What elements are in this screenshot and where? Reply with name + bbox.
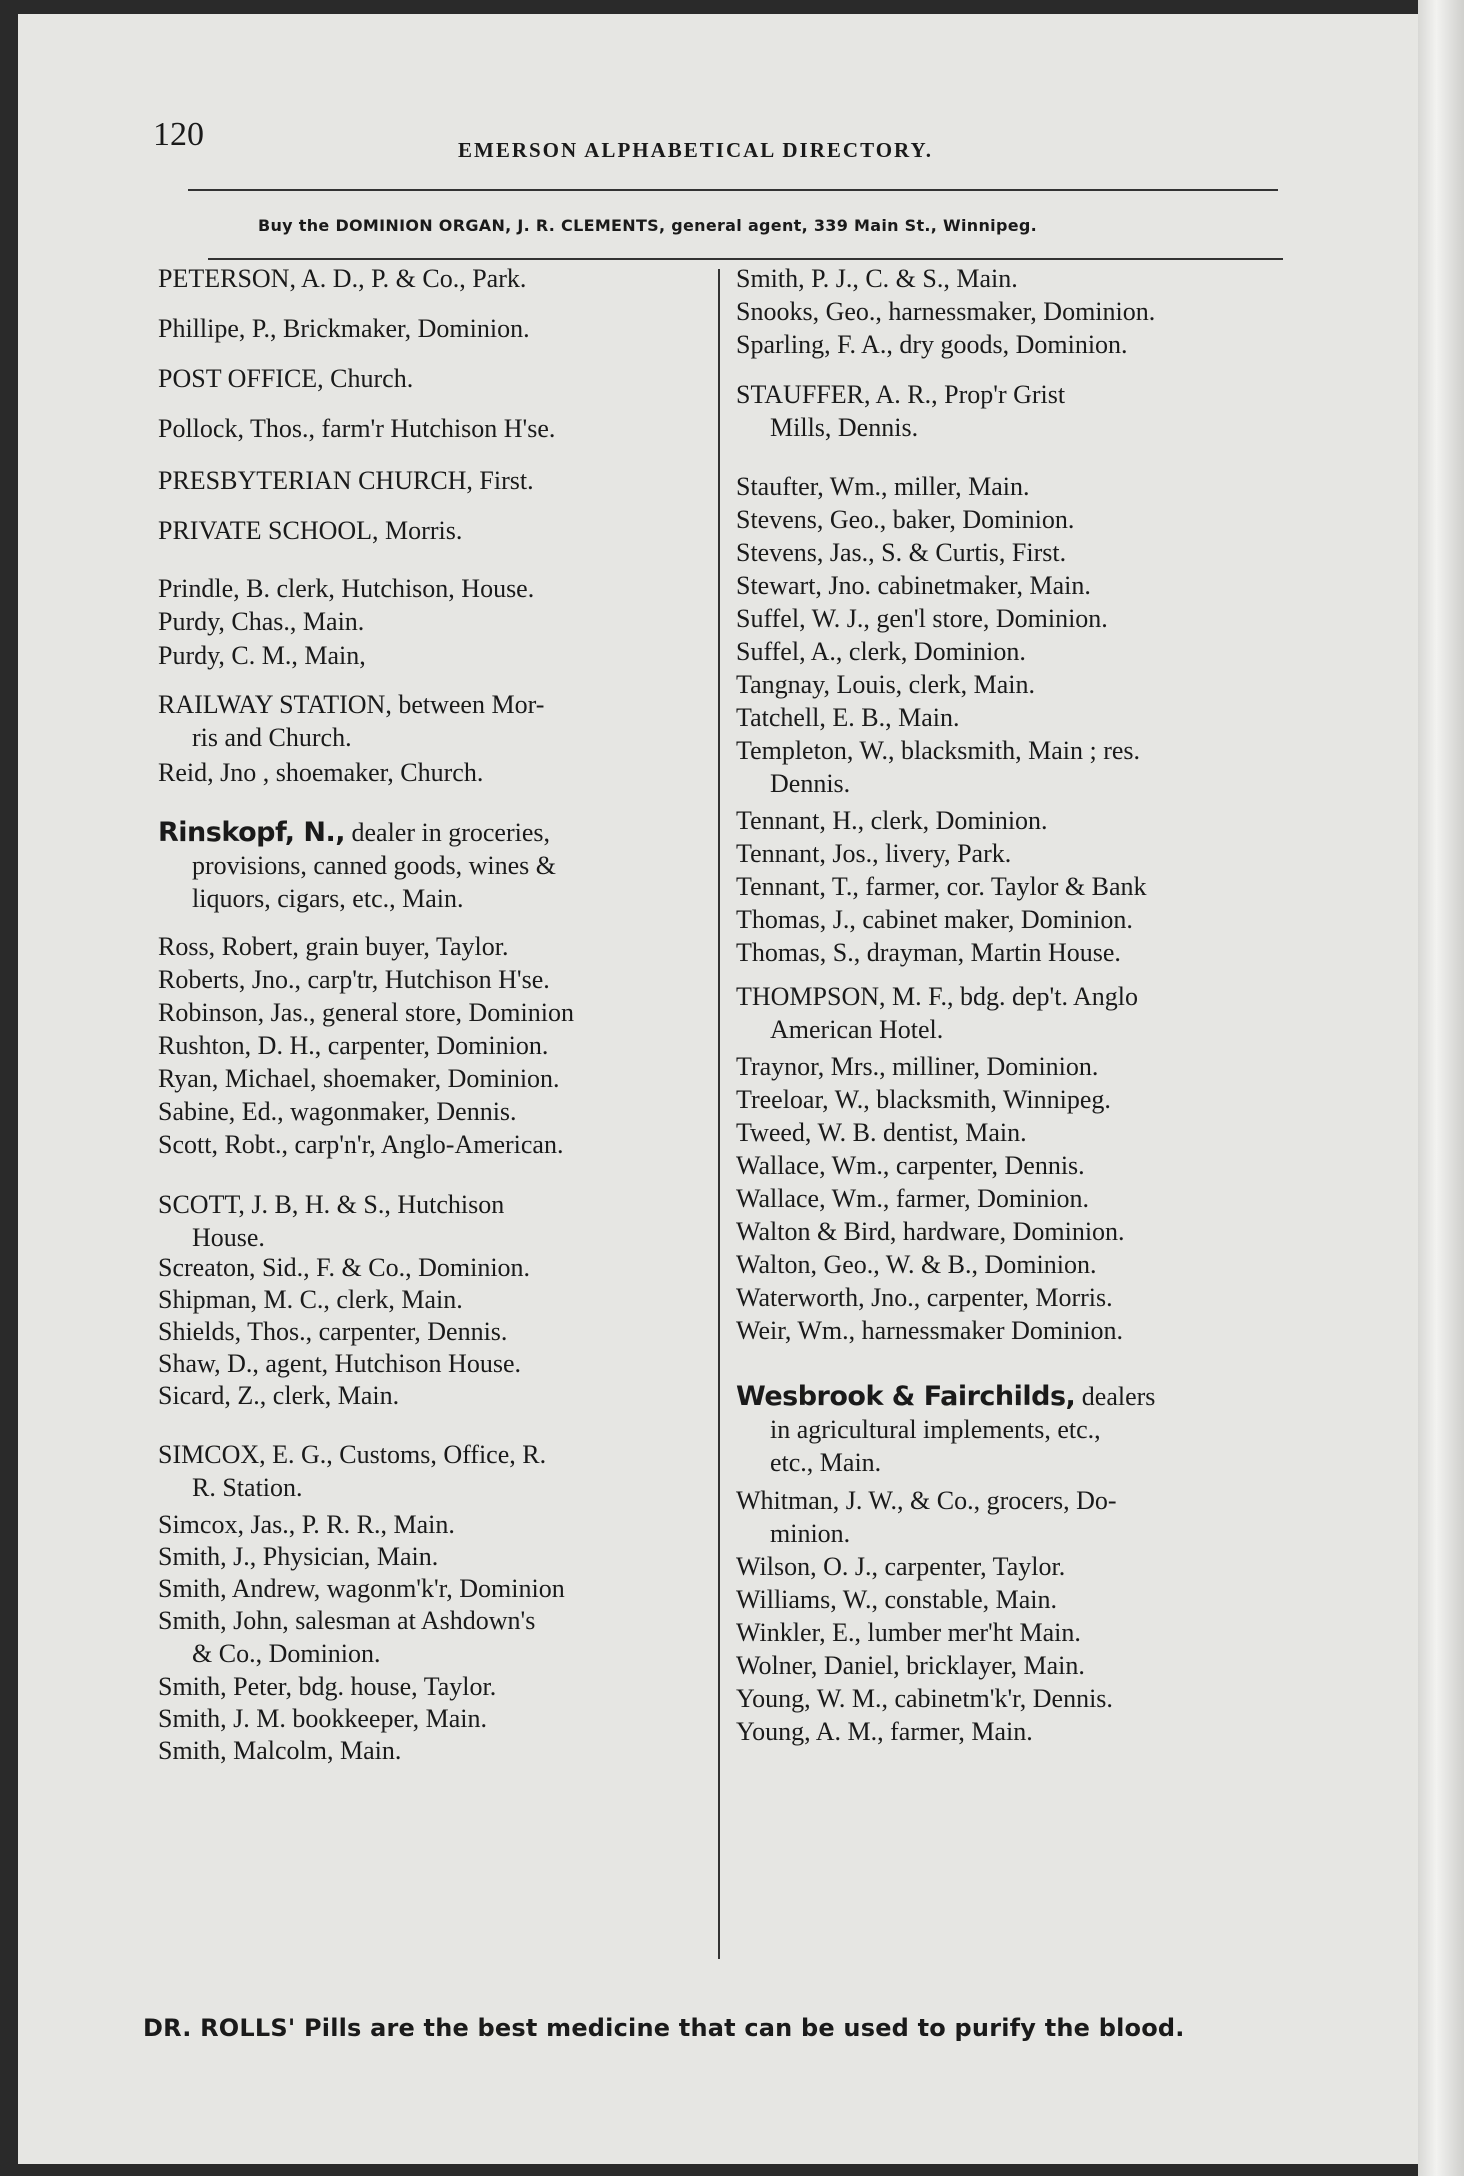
entry-text: Thomas, J., cabinet maker, Dominion.	[736, 905, 1133, 934]
entry-text: SIMCOX, E. G., Customs, Office, R.	[158, 1440, 547, 1469]
directory-entry	[158, 1604, 535, 1670]
directory-entry	[736, 470, 1030, 503]
directory-entry	[736, 503, 1074, 536]
entry-line	[158, 1064, 560, 1093]
directory-entry	[736, 734, 1140, 800]
entry-line	[736, 1151, 1085, 1180]
entry-line	[736, 637, 1026, 666]
directory-entry	[736, 804, 1048, 837]
directory-entry	[158, 312, 530, 345]
entry-line	[158, 1285, 463, 1314]
directory-entry	[736, 1715, 1033, 1748]
directory-entry	[736, 295, 1155, 328]
entry-line	[158, 607, 364, 636]
entry-text: Purdy, Chas., Main.	[158, 607, 365, 636]
entry-line	[158, 1574, 565, 1603]
directory-entry	[736, 1182, 1089, 1215]
entry-text: THOMPSON, M. F., bdg. dep't. Anglo	[736, 982, 1139, 1011]
directory-entry	[158, 1128, 563, 1161]
entry-continuation: Dennis.	[770, 769, 851, 798]
entry-text: Smith, Malcolm, Main.	[158, 1736, 402, 1765]
entry-text: Wallace, Wm., carpenter, Dennis.	[736, 1151, 1085, 1180]
directory-entry	[736, 980, 1138, 1046]
entry-line	[736, 604, 1108, 633]
entry-line	[158, 414, 555, 443]
entry-line	[736, 1486, 1117, 1515]
entry-line	[158, 998, 574, 1027]
directory-entry	[736, 1484, 1117, 1550]
entry-text: Smith, Peter, bdg. house, Taylor.	[158, 1672, 497, 1701]
entry-text: Wilson, O. J., carpenter, Taylor.	[736, 1552, 1066, 1581]
entry-text: Screaton, Sid., F. & Co., Dominion.	[158, 1253, 531, 1282]
entry-text: Tatchell, E. B., Main.	[736, 703, 960, 732]
header-rule-lower	[208, 258, 1283, 260]
entry-line	[736, 538, 1066, 567]
entry-line	[158, 641, 366, 670]
entry-text: Whitman, J. W., & Co., grocers, Do-	[736, 1486, 1117, 1515]
directory-entry	[158, 1283, 463, 1316]
entry-line	[736, 982, 1138, 1011]
entry-continuation: Mills, Dennis.	[770, 413, 919, 442]
entry-line	[736, 806, 1048, 835]
directory-entry	[736, 569, 1091, 602]
directory-entry	[158, 1188, 504, 1254]
directory-entry	[736, 378, 1065, 444]
directory-entry	[158, 1251, 530, 1284]
directory-entry	[158, 930, 509, 963]
directory-entry	[158, 1315, 507, 1348]
directory-entry	[158, 1095, 517, 1128]
entry-line	[736, 839, 1011, 868]
entry-line	[736, 938, 1121, 967]
entry-line	[736, 1283, 1113, 1312]
entry-text: Rushton, D. H., carpenter, Dominion.	[158, 1031, 549, 1060]
directory-entry	[736, 1083, 1111, 1116]
page-number: 120	[153, 116, 204, 153]
directory-entry	[736, 870, 1146, 903]
directory-entry	[158, 1540, 438, 1573]
directory-entry	[158, 1670, 496, 1703]
entry-line	[158, 1542, 438, 1571]
entry-line	[736, 1552, 1065, 1581]
directory-entry	[736, 1550, 1065, 1583]
entry-text: Prindle, B. clerk, Hutchison, House.	[158, 574, 535, 603]
directory-entry	[736, 837, 1011, 870]
entry-text: Traynor, Mrs., milliner, Dominion.	[736, 1052, 1099, 1081]
entry-line	[736, 571, 1091, 600]
entry-line	[158, 364, 413, 393]
entry-line	[736, 1618, 1081, 1647]
directory-entry	[158, 639, 366, 672]
directory-entry	[736, 936, 1121, 969]
entry-line	[736, 1250, 1096, 1279]
entry-line	[158, 1253, 530, 1282]
entry-text: Winkler, E., lumber mer'ht Main.	[736, 1618, 1081, 1647]
entry-line	[736, 670, 1035, 699]
entry-line	[158, 1704, 487, 1733]
directory-entry	[736, 635, 1026, 668]
directory-entry	[158, 1438, 546, 1504]
entry-continuation: ris and Church.	[192, 723, 352, 752]
directory-entry	[158, 756, 483, 789]
entry-continuation: minion.	[770, 1519, 851, 1548]
entry-text: Tangnay, Louis, clerk, Main.	[736, 670, 1036, 699]
entry-line	[158, 690, 544, 719]
entry-text: STAUFFER, A. R., Prop'r Grist	[736, 380, 1066, 409]
directory-entry	[736, 1050, 1098, 1083]
entry-line	[736, 736, 1140, 765]
directory-entry	[736, 1116, 1027, 1149]
entry-text: PETERSON, A. D., P. & Co., Park.	[158, 264, 527, 293]
entry-continuation: American Hotel.	[770, 1015, 944, 1044]
entry-line	[158, 1606, 535, 1635]
entry-line	[158, 1381, 399, 1410]
entry-text: Williams, W., constable, Main.	[736, 1585, 1058, 1614]
entry-text: Smith, John, salesman at Ashdown's	[158, 1606, 536, 1635]
entry-line	[158, 1097, 517, 1126]
directory-entry	[736, 602, 1108, 635]
entry-text: RAILWAY STATION, between Mor-	[158, 690, 545, 719]
entry-line	[158, 1510, 455, 1539]
entry-line	[736, 380, 1065, 409]
directory-entry	[736, 1583, 1057, 1616]
entry-line	[158, 1672, 496, 1701]
entry-text: Thomas, S., drayman, Martin House.	[736, 938, 1121, 967]
entry-line	[158, 818, 550, 847]
entry-text: Wolner, Daniel, bricklayer, Main.	[736, 1651, 1085, 1680]
entry-text: Pollock, Thos., farm'r Hutchison H'se.	[158, 414, 556, 443]
entry-text: POST OFFICE, Church.	[158, 364, 414, 393]
entry-line	[736, 1217, 1125, 1246]
entry-line	[158, 1317, 507, 1346]
directory-entry	[158, 1734, 401, 1767]
entry-text: dealer in groceries,	[344, 818, 550, 847]
directory-entry	[736, 1682, 1113, 1715]
entry-text: Shipman, M. C., clerk, Main.	[158, 1285, 463, 1314]
entry-text: Waterworth, Jno., carpenter, Morris.	[736, 1283, 1113, 1312]
entry-line	[736, 1717, 1033, 1746]
entry-line	[736, 1382, 1155, 1411]
entry-line	[158, 466, 534, 495]
entry-text: Young, A. M., farmer, Main.	[736, 1717, 1033, 1746]
entry-text: Purdy, C. M., Main,	[158, 641, 366, 670]
entry-line	[158, 1736, 401, 1765]
directory-page	[18, 14, 1418, 2164]
directory-entry	[736, 1616, 1081, 1649]
directory-entry	[158, 362, 413, 395]
directory-entry	[736, 1649, 1085, 1682]
entry-text: Stevens, Geo., baker, Dominion.	[736, 505, 1075, 534]
entry-line	[736, 1052, 1098, 1081]
entry-text: Tennant, H., clerk, Dominion.	[736, 806, 1048, 835]
directory-entry	[158, 605, 364, 638]
entry-line	[736, 1316, 1123, 1345]
directory-entry	[158, 963, 550, 996]
entry-line	[158, 264, 526, 293]
entry-text: Tennant, T., farmer, cor. Taylor & Bank	[736, 872, 1147, 901]
directory-entry	[158, 514, 462, 547]
directory-entry	[158, 1062, 560, 1095]
advertiser-name: Rinskopf, N.,	[158, 817, 345, 848]
directory-entry	[736, 1215, 1125, 1248]
page-edge	[1418, 0, 1464, 2176]
entry-text: Wallace, Wm., farmer, Dominion.	[736, 1184, 1090, 1213]
entry-text: Stewart, Jno. cabinetmaker, Main.	[736, 571, 1091, 600]
entry-text: Simcox, Jas., P. R. R., Main.	[158, 1510, 455, 1539]
entry-text: Reid, Jno , shoemaker, Church.	[158, 758, 484, 787]
entry-text: Tweed, W. B. dentist, Main.	[736, 1118, 1027, 1147]
directory-entry	[736, 262, 1018, 295]
directory-entry	[158, 688, 544, 754]
entry-line	[158, 965, 550, 994]
entry-line	[158, 758, 483, 787]
directory-entry	[158, 262, 526, 295]
entry-line	[158, 1440, 546, 1469]
entry-text: Shaw, D., agent, Hutchison House.	[158, 1349, 521, 1378]
running-title: EMERSON ALPHABETICAL DIRECTORY.	[458, 138, 933, 162]
entry-text: SCOTT, J. B, H. & S., Hutchison	[158, 1190, 505, 1219]
entry-line	[736, 472, 1030, 501]
entry-continuation: etc., Main.	[770, 1448, 882, 1477]
entry-text: Roberts, Jno., carp'tr, Hutchison H'se.	[158, 965, 550, 994]
directory-entry	[158, 572, 534, 605]
directory-entry	[158, 996, 574, 1029]
entry-text: Young, W. M., cabinetm'k'r, Dennis.	[736, 1684, 1113, 1713]
directory-entry	[158, 1508, 455, 1541]
entry-text: Phillipe, P., Brickmaker, Dominion.	[158, 314, 530, 343]
directory-entry	[158, 1029, 548, 1062]
entry-text: Smith, P. J., C. & S., Main.	[736, 264, 1018, 293]
advertiser-name: Wesbrook & Fairchilds,	[736, 1381, 1076, 1412]
entry-text: Tennant, Jos., livery, Park.	[736, 839, 1012, 868]
entry-text: Smith, J. M. bookkeeper, Main.	[158, 1704, 487, 1733]
entry-text: Walton, Geo., W. & B., Dominion.	[736, 1250, 1097, 1279]
entry-line	[736, 1118, 1027, 1147]
entry-line	[736, 1684, 1113, 1713]
entry-line	[736, 330, 1128, 359]
entry-text: Smith, Andrew, wagonm'k'r, Dominion	[158, 1574, 565, 1603]
entry-text: Ross, Robert, grain buyer, Taylor.	[158, 932, 509, 961]
entry-line	[736, 872, 1146, 901]
directory-entry	[158, 816, 556, 915]
entry-line	[736, 297, 1155, 326]
directory-entry	[158, 464, 534, 497]
entry-text: Weir, Wm., harnessmaker Dominion.	[736, 1316, 1124, 1345]
entry-text: dealers	[1075, 1382, 1156, 1411]
directory-entry	[736, 668, 1035, 701]
directory-entry	[736, 1149, 1085, 1182]
entry-text: Treeloar, W., blacksmith, Winnipeg.	[736, 1085, 1111, 1114]
entry-text: Sparling, F. A., dry goods, Dominion.	[736, 330, 1128, 359]
directory-entry	[736, 536, 1066, 569]
entry-line	[158, 1190, 504, 1219]
directory-entry	[736, 701, 959, 734]
entry-text: Ryan, Michael, shoemaker, Dominion.	[158, 1064, 560, 1093]
entry-line	[158, 932, 509, 961]
entry-text: Suffel, W. J., gen'l store, Dominion.	[736, 604, 1108, 633]
entry-continuation: House.	[192, 1223, 265, 1252]
entry-line	[736, 1085, 1111, 1114]
entry-text: Smith, J., Physician, Main.	[158, 1542, 439, 1571]
bottom-advertisement: DR. ROLLS' Pills are the best medicine that can be used to purify the blood.	[143, 2014, 1185, 2042]
entry-line	[158, 574, 534, 603]
directory-entry	[736, 328, 1128, 361]
entry-continuation: & Co., Dominion.	[192, 1639, 381, 1668]
entry-line	[736, 1585, 1057, 1614]
directory-entry	[736, 1248, 1096, 1281]
entry-line	[158, 314, 530, 343]
entry-line	[158, 1130, 563, 1159]
entry-text: Walton & Bird, hardware, Dominion.	[736, 1217, 1125, 1246]
directory-entry	[158, 1572, 565, 1605]
entry-text: Suffel, A., clerk, Dominion.	[736, 637, 1026, 666]
entry-text: PRIVATE SCHOOL, Morris.	[158, 516, 463, 545]
entry-continuation: R. Station.	[192, 1473, 303, 1502]
entry-text: PRESBYTERIAN CHURCH, First.	[158, 466, 534, 495]
entry-line	[158, 516, 462, 545]
entry-line	[736, 264, 1018, 293]
top-advertisement: Buy the DOMINION ORGAN, J. R. CLEMENTS, general agent, 339 Main St., Winnipeg.	[258, 216, 1037, 235]
entry-text: Stevens, Jas., S. & Curtis, First.	[736, 538, 1067, 567]
directory-entry	[736, 1314, 1123, 1347]
entry-text: Staufter, Wm., miller, Main.	[736, 472, 1030, 501]
directory-entry	[736, 903, 1133, 936]
directory-entry	[158, 412, 555, 445]
entry-line	[158, 1349, 521, 1378]
entry-continuation: liquors, cigars, etc., Main.	[192, 884, 464, 913]
header-rule	[188, 189, 1278, 191]
entry-text: Sabine, Ed., wagonmaker, Dennis.	[158, 1097, 517, 1126]
entry-line	[736, 703, 959, 732]
entry-text: Snooks, Geo., harnessmaker, Dominion.	[736, 297, 1156, 326]
directory-entry	[158, 1347, 521, 1380]
entry-line	[736, 505, 1074, 534]
entry-continuation: provisions, canned goods, wines &	[192, 851, 556, 880]
entry-line	[736, 905, 1133, 934]
entry-continuation: in agricultural implements, etc.,	[770, 1415, 1101, 1444]
entry-text: Sicard, Z., clerk, Main.	[158, 1381, 400, 1410]
directory-entry	[736, 1281, 1113, 1314]
entry-line	[158, 1031, 548, 1060]
entry-line	[736, 1184, 1089, 1213]
entry-text: Templeton, W., blacksmith, Main ; res.	[736, 736, 1141, 765]
entry-text: Robinson, Jas., general store, Dominion	[158, 998, 574, 1027]
directory-entry	[158, 1702, 487, 1735]
entry-line	[736, 1651, 1085, 1680]
directory-entry	[158, 1379, 399, 1412]
entry-text: Shields, Thos., carpenter, Dennis.	[158, 1317, 508, 1346]
directory-entry	[736, 1380, 1155, 1479]
entry-text: Scott, Robt., carp'n'r, Anglo-American.	[158, 1130, 564, 1159]
column-divider	[718, 269, 720, 1959]
